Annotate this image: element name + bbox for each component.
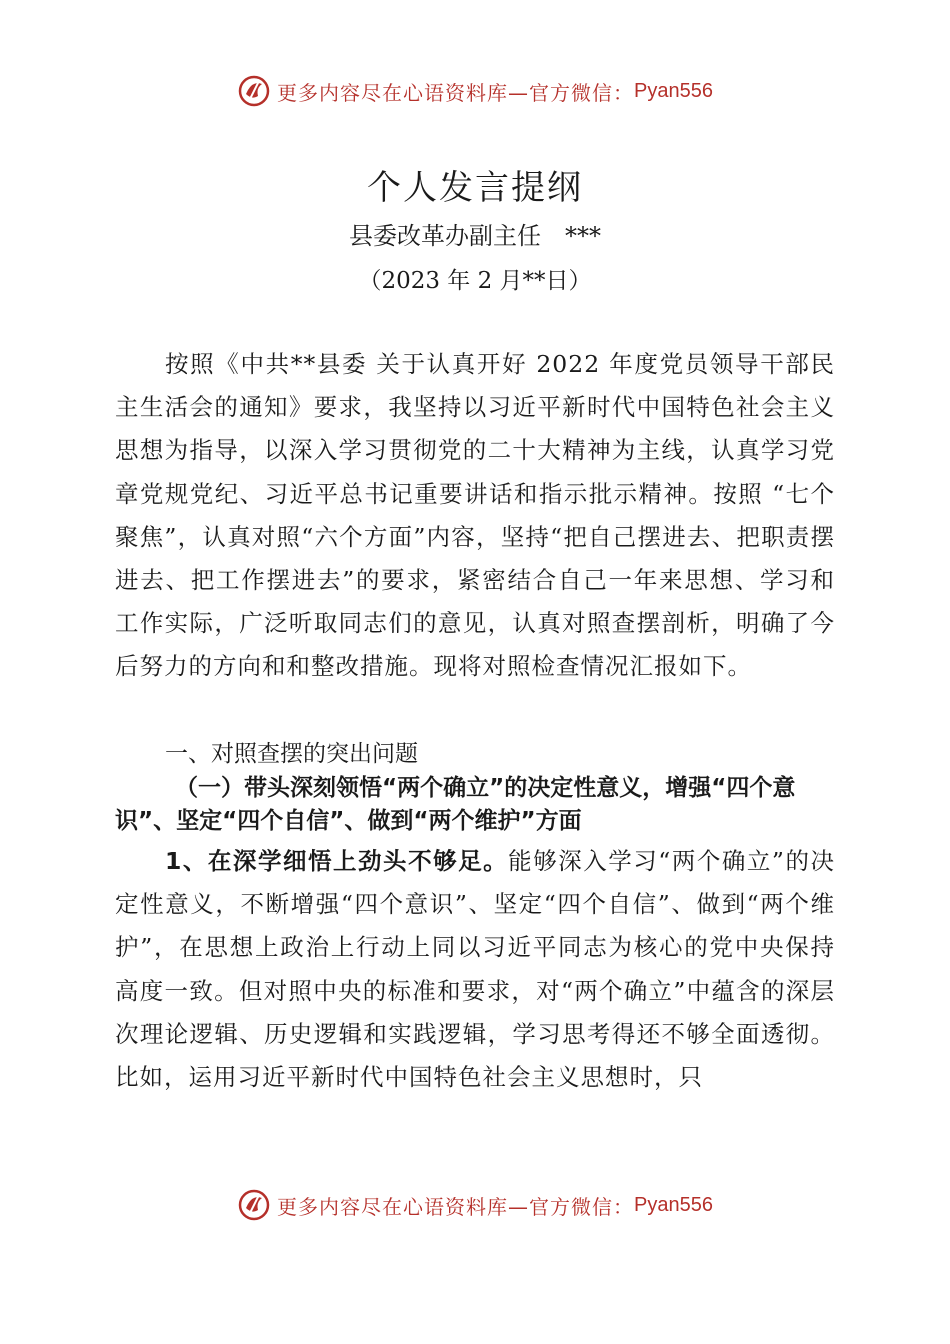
subsection-heading: （一）带头深刻领悟“两个确立”的决定性意义，增强“四个意识”、坚定“四个自信”、做到“两个维护”方面 — [115, 775, 796, 834]
author-name: *** — [565, 222, 601, 250]
logo-icon — [237, 74, 271, 108]
document-author — [0, 216, 950, 251]
logo-icon — [237, 1188, 271, 1222]
watermark-wechat-id: Pyan556 — [634, 1193, 713, 1216]
watermark-text: 更多内容尽在心语资料库—官方微信： — [277, 80, 635, 105]
point-paragraph — [115, 840, 835, 1099]
section-heading: 一、对照查摆的突出问题 — [165, 741, 418, 767]
watermark-wechat-id: Pyan556 — [634, 79, 713, 102]
point-lead: 1、在深学细悟上劲头不够足。 — [165, 847, 509, 875]
point-text: 能够深入学习“两个确立”的决定性意义，不断增强“四个意识”、坚定“四个自信”、做到“两个维护”，在思想上政治上行动上同以习近平同志为核心的党中央保持高度一致。但对照中央的标准和要求，对“两个确立”中蕴含的深层次理论逻辑、历史逻辑和实践逻辑，学习思考得还不够全面透彻。比如，运用习近平新时代中国特色社会主义思想时，只 — [115, 847, 835, 1092]
watermark-footer — [0, 1188, 950, 1222]
document-date: （2023 年 2 月**日） — [358, 268, 592, 294]
watermark-header — [0, 74, 950, 108]
intro-paragraph: 按照《中共**县委 关于认真开好 2022 年度党员领导干部民主生活会的通知》要求，我坚持以习近平新时代中国特色社会主义思想为指导，以深入学习贯彻党的二十大精神为主线，认真学习党章党规党纪、习近平总书记重要讲话和指示批示精神。按照 “七个聚焦”，认真对照“六个方面”内容，坚持“把自己摆进去、把职责摆进去、把工作摆进去”的要求，紧密结合自己一年来思想、学习和工作实际，广泛听取同志们的意见，认真对照查摆剖析，明确了今后努力的方向和和整改措施。现将对照检查情况汇报如下。 — [115, 350, 835, 681]
document-title: 个人发言提纲 — [367, 168, 583, 208]
author-role: 县委改革办副主任 — [349, 222, 541, 250]
watermark-text: 更多内容尽在心语资料库—官方微信： — [277, 1194, 635, 1219]
